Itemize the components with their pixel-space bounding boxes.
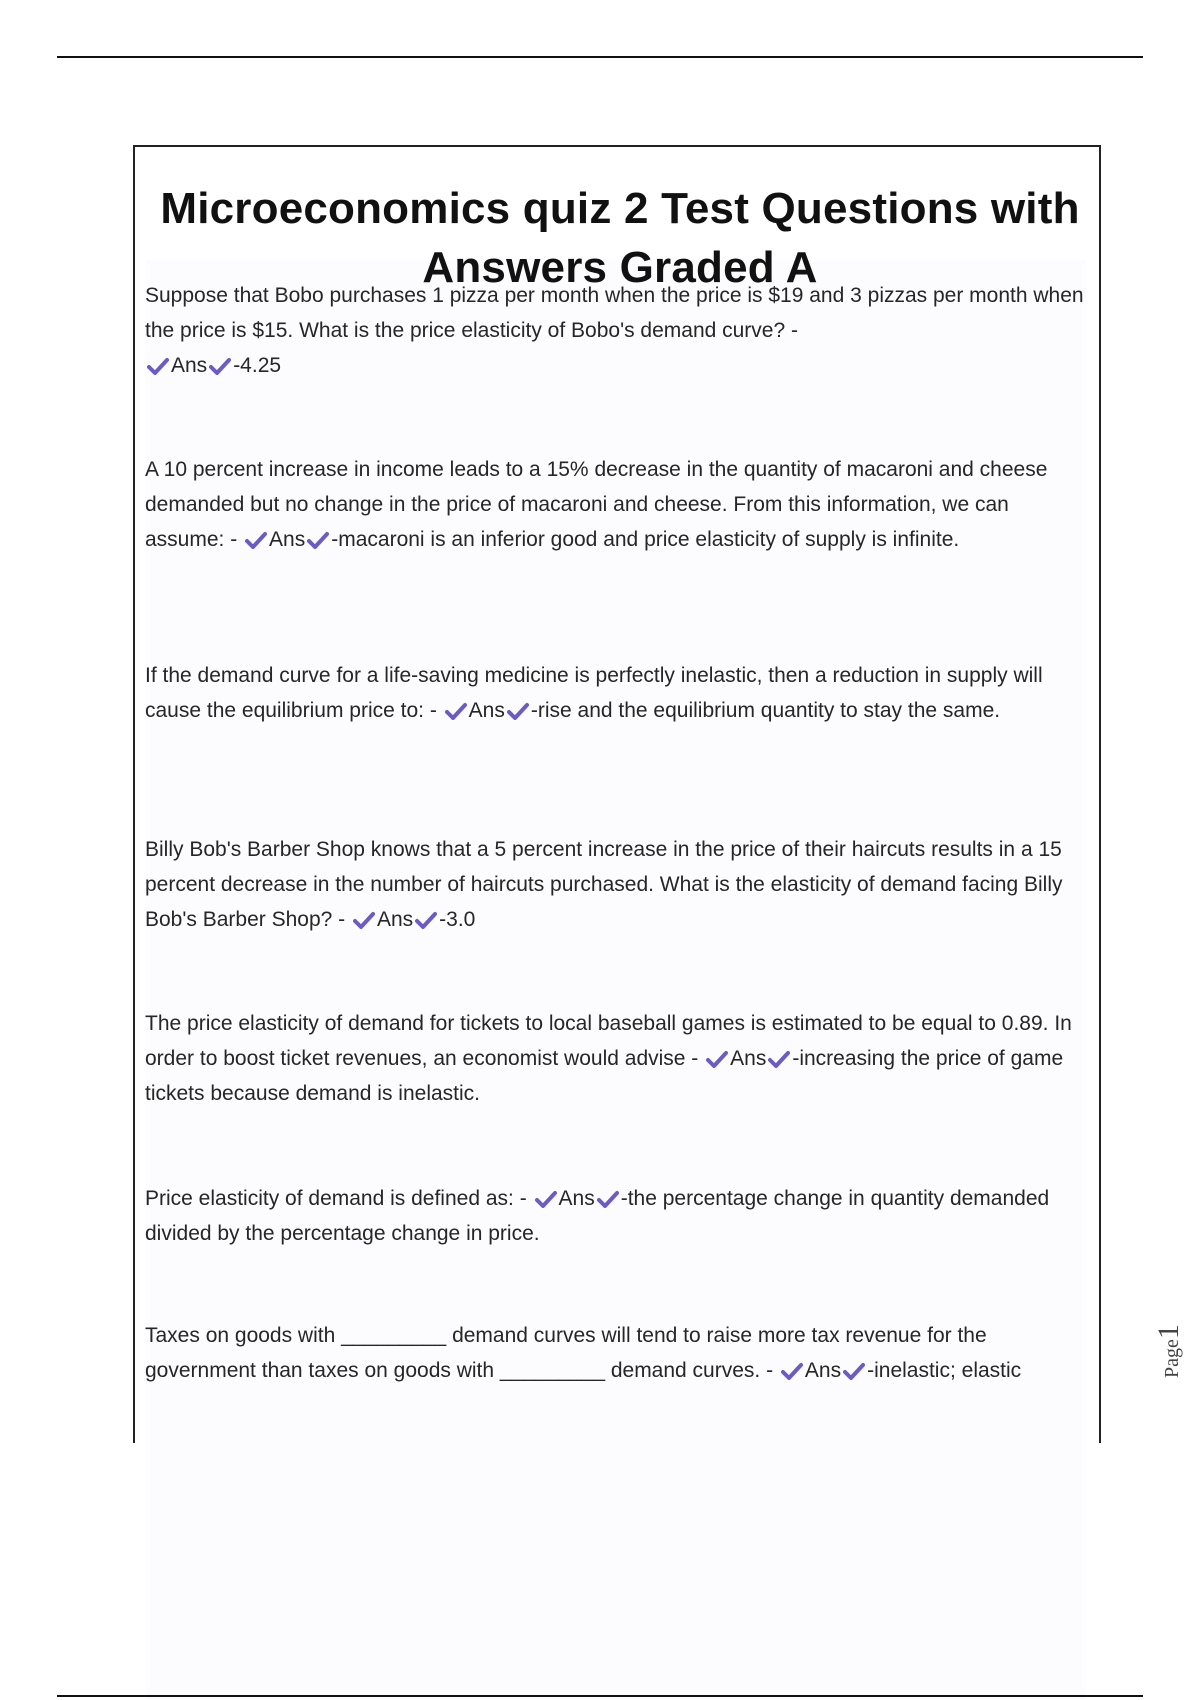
top-rule [57,56,1143,58]
check-icon [147,357,169,375]
check-icon [843,1362,865,1380]
question-text: If the demand curve for a life-saving medicine is perfectly inelastic, then a reduction in supply will cause the equilibrium price to: - [145,664,1043,722]
qa-item [145,1006,1090,1111]
check-icon [415,911,437,929]
bottom-rule [57,1695,1143,1697]
page-number-value: 1 [1152,1324,1185,1340]
document-title: Microeconomics quiz 2 Test Questions with Answers Graded A [160,184,1080,293]
check-icon [245,531,267,549]
check-icon [353,911,375,929]
answer-marker: Ans [269,528,306,551]
answer-marker: Ans [468,699,505,722]
check-icon [597,1190,619,1208]
question-text: Price elasticity of demand is defined as: - [145,1187,527,1210]
answer-marker: Ans [804,1359,842,1382]
qa-item [145,658,1090,728]
answer-text: -increasing the price of game tickets because demand is inelastic. [145,1047,1064,1105]
qa-item [145,1181,1090,1251]
answer-marker: Ans [171,354,208,377]
check-icon [781,1362,803,1380]
answer-text: -the percentage change in quantity demanded divided by the percentage change in price. [145,1187,1050,1245]
check-icon [768,1050,790,1068]
question-text: Suppose that Bobo purchases 1 pizza per month when the price is $19 and 3 pizzas per month when the price is $15. What is the price elasticity of Bobo's demand curve? - [145,284,1084,342]
check-icon [307,531,329,549]
qa-item [145,278,1090,383]
qa-item [145,1318,1090,1388]
question-text: The price elasticity of demand for tickets to local baseball games is estimated to be equal to 0.89. In order to boost ticket revenues, an economist would advise - [145,1012,1072,1070]
answer-text: -4.25 [233,354,282,377]
question-text: Taxes on goods with _________ demand curves will tend to raise more tax revenue for the government than taxes on goods with _________ demand curves. - [145,1324,987,1382]
check-icon [507,702,529,720]
qa-item [145,452,1090,557]
answer-text: -3.0 [439,908,476,931]
answer-marker: Ans [376,908,414,931]
answer-marker: Ans [558,1187,595,1210]
page-number [1152,1324,1186,1378]
page-label: Page [1161,1339,1183,1378]
answer-text: -rise and the equilibrium quantity to stay the same. [530,699,1001,722]
answer-marker: Ans [730,1047,767,1070]
check-icon [445,702,467,720]
check-icon [535,1190,557,1208]
question-text: A 10 percent increase in income leads to a 15% decrease in the quantity of macaroni and cheese demanded but no change in the price of macaroni and cheese. From this information, we can assume: - [145,458,1048,551]
answer-text: -macaroni is an inferior good and price elasticity of supply is infinite. [331,528,960,551]
answer-text: -inelastic; elastic [867,1359,1022,1382]
question-text: Billy Bob's Barber Shop knows that a 5 percent increase in the price of their haircuts results in a 15 percent decrease in the number of haircuts purchased. What is the elasticity of demand facing Billy Bob's Barber Shop? - [145,838,1063,931]
check-icon [706,1050,728,1068]
check-icon [209,357,231,375]
qa-item [145,832,1090,937]
